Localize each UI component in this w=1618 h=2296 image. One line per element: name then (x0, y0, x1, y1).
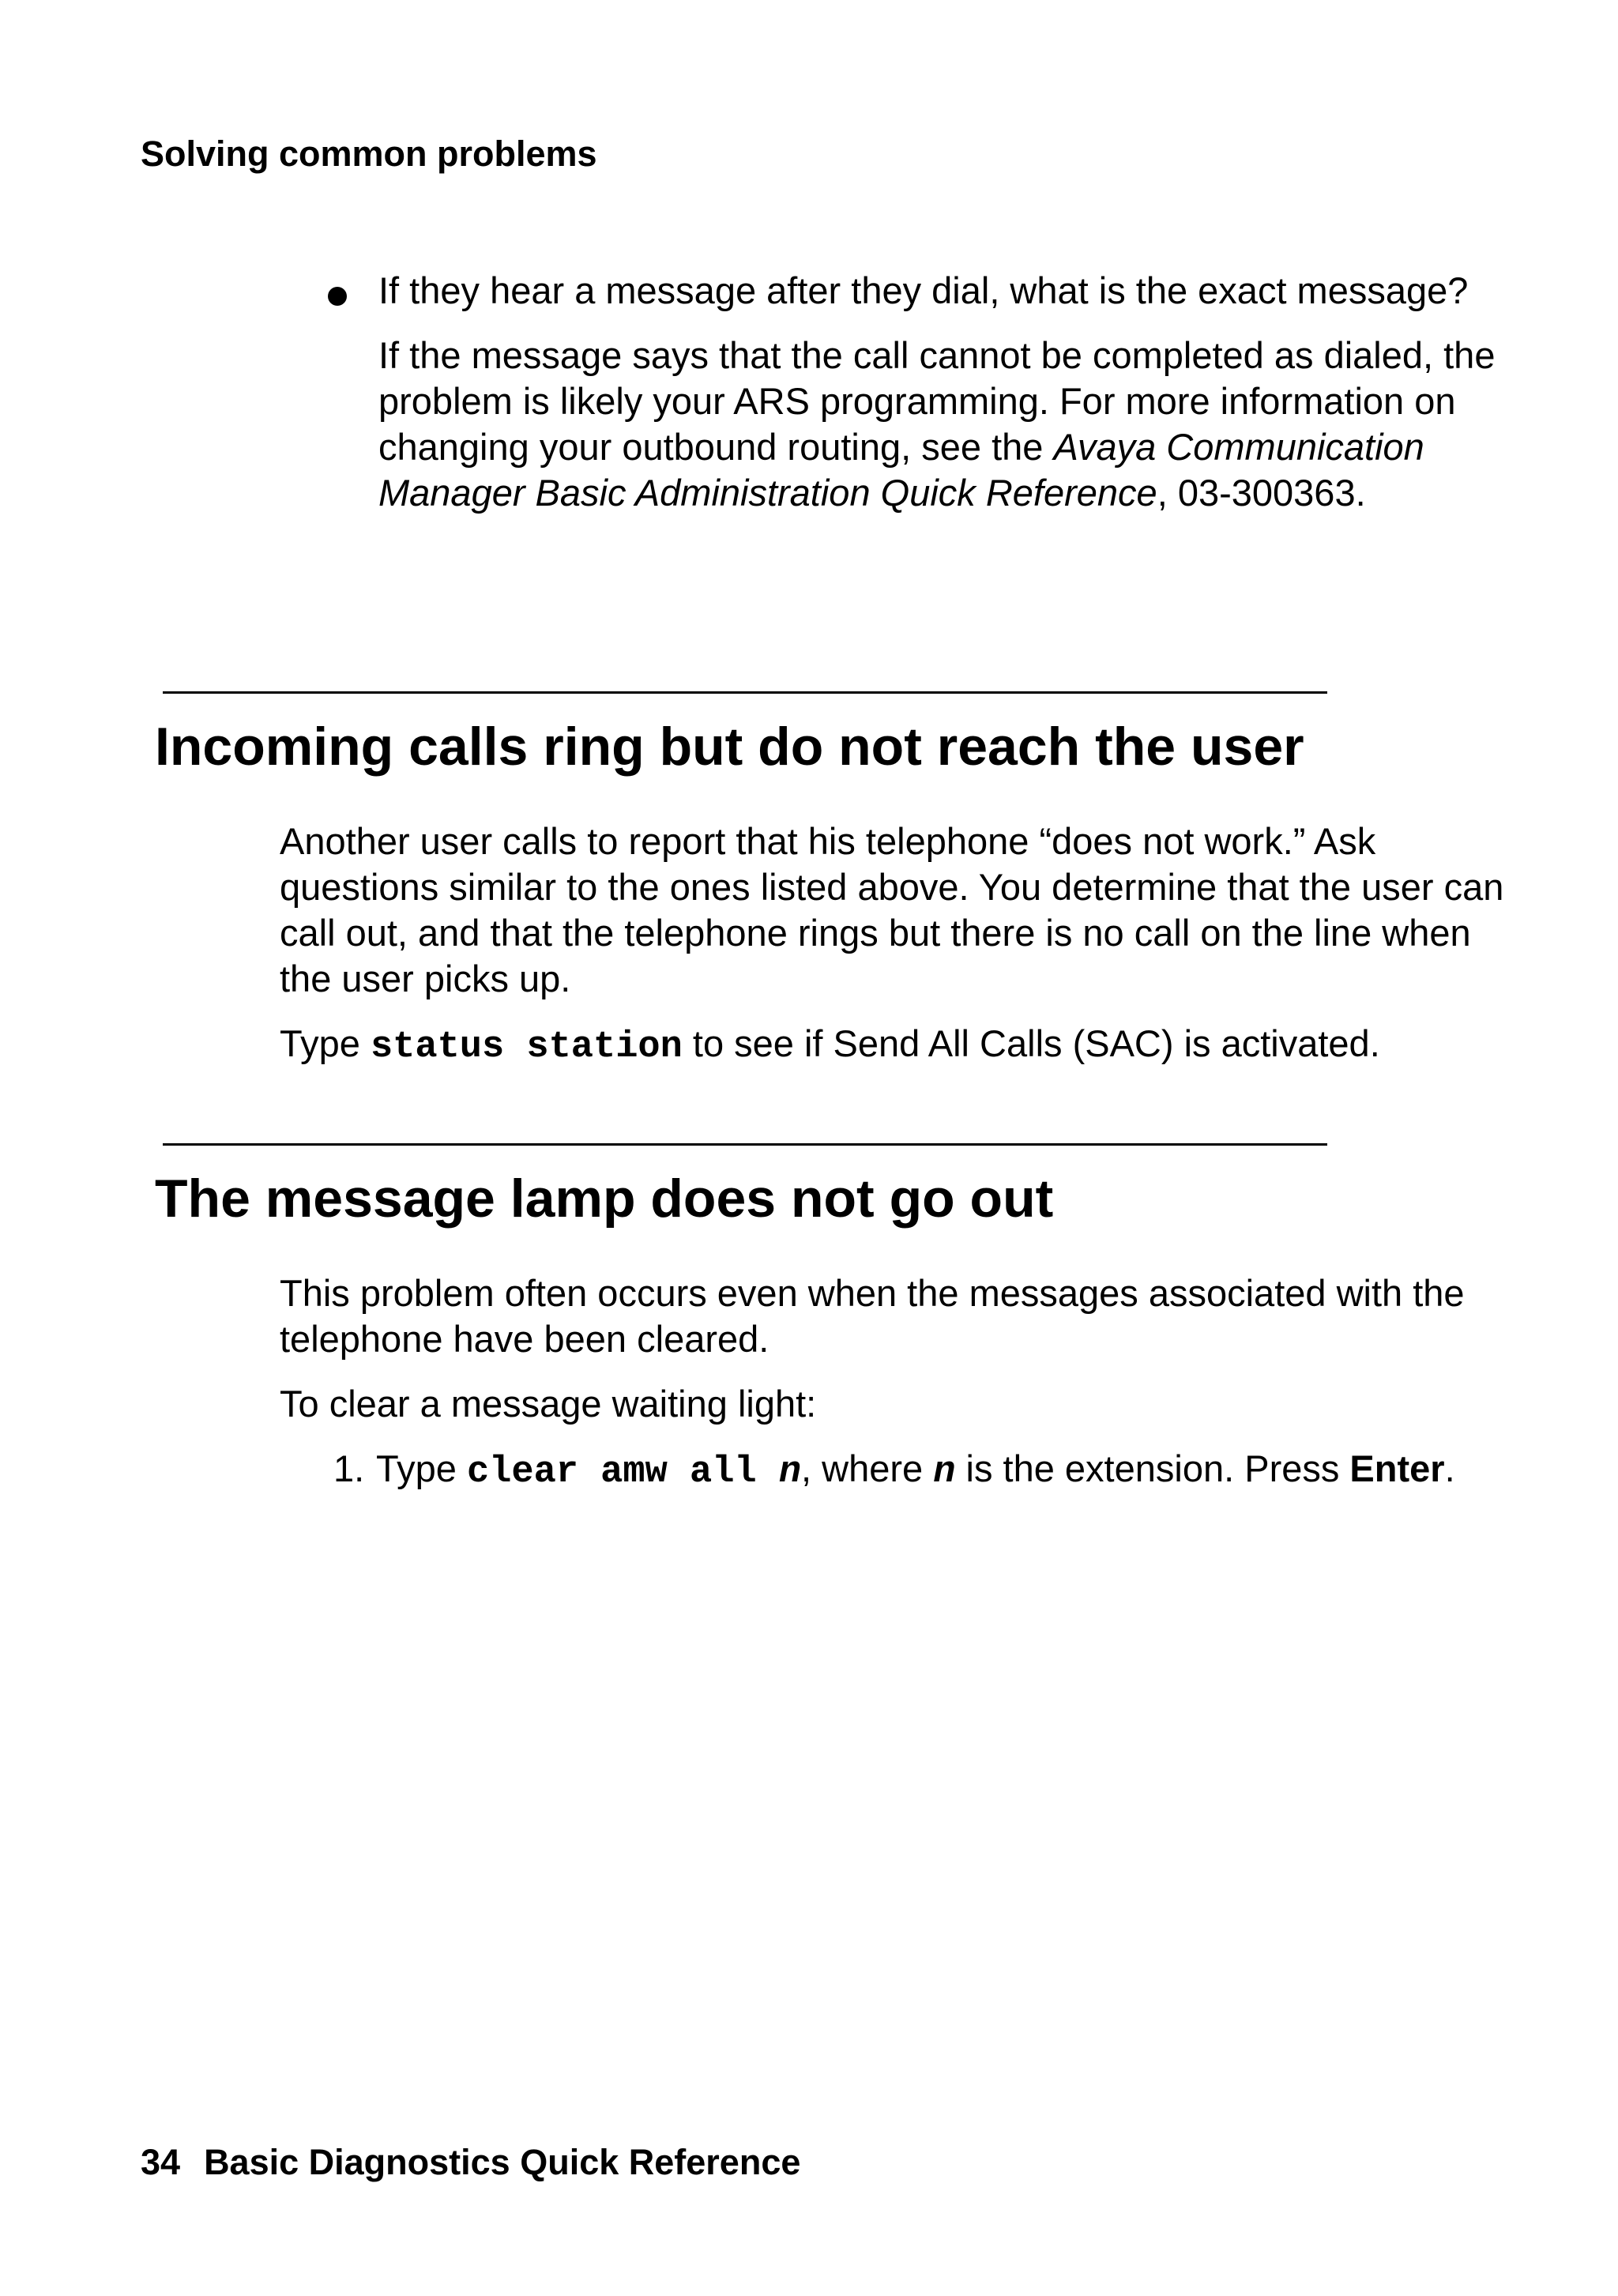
procedure-step (280, 1446, 1512, 1496)
bullet-item (328, 268, 1513, 314)
follow-text-post: , 03-300363. (1157, 472, 1366, 514)
bullet-follow-paragraph (328, 333, 1513, 516)
status-station-command: status station (370, 1026, 683, 1068)
page-footer (141, 2141, 800, 2184)
step-number: 1. (333, 1447, 365, 1489)
follow-text-pre: If the message says that the call cannot be completed as dialed, the problem is likely your ARS programming. For more information on changing your outbound routing, see the (378, 334, 1496, 468)
heading-incoming-calls: Incoming calls ring but do not reach the user (155, 717, 1304, 777)
lamp-paragraph: This problem often occurs even when the messages associated with the telephone have been cleared. (280, 1272, 1465, 1360)
step-text-mid: , where (801, 1447, 934, 1489)
bullet-icon (328, 287, 347, 306)
step-text-pre: Type (376, 1447, 467, 1489)
section-lamp-body (280, 1270, 1512, 1496)
heading-message-lamp: The message lamp does not go out (155, 1169, 1054, 1229)
section-divider-incoming (163, 691, 1327, 694)
enter-key-label: Enter (1349, 1447, 1445, 1489)
clear-amw-command: clear amw all (466, 1451, 779, 1493)
command-intro-text: Type (280, 1022, 371, 1064)
reference-title: Avaya Communication Manager Basic Administration Quick Reference (378, 426, 1424, 514)
extension-variable: n (933, 1451, 956, 1493)
running-header: Solving common problems (141, 134, 597, 174)
step-text-mid2: is the extension. Press (955, 1447, 1350, 1489)
lamp-instruction: To clear a message waiting light: (280, 1383, 817, 1425)
page-number: 34 (141, 2142, 181, 2182)
incoming-command-paragraph (280, 1021, 1512, 1071)
incoming-paragraph: Another user calls to report that his telephone “does not work.” Ask questions similar to the ones listed above. You determine that the user can call out, and that the telephone rings but there is no call on the line when the user picks up. (280, 820, 1504, 999)
command-variable: n (778, 1451, 802, 1493)
step-text-post: . (1444, 1447, 1455, 1489)
section-divider-lamp (163, 1143, 1327, 1146)
footer-doc-title: Basic Diagnostics Quick Reference (204, 2142, 801, 2182)
bullet-block (328, 268, 1513, 516)
bullet-text: If they hear a message after they dial, what is the exact message? (378, 269, 1469, 311)
command-outro-text: to see if Send All Calls (SAC) is activated. (682, 1022, 1380, 1064)
section-incoming-body (280, 819, 1512, 1071)
